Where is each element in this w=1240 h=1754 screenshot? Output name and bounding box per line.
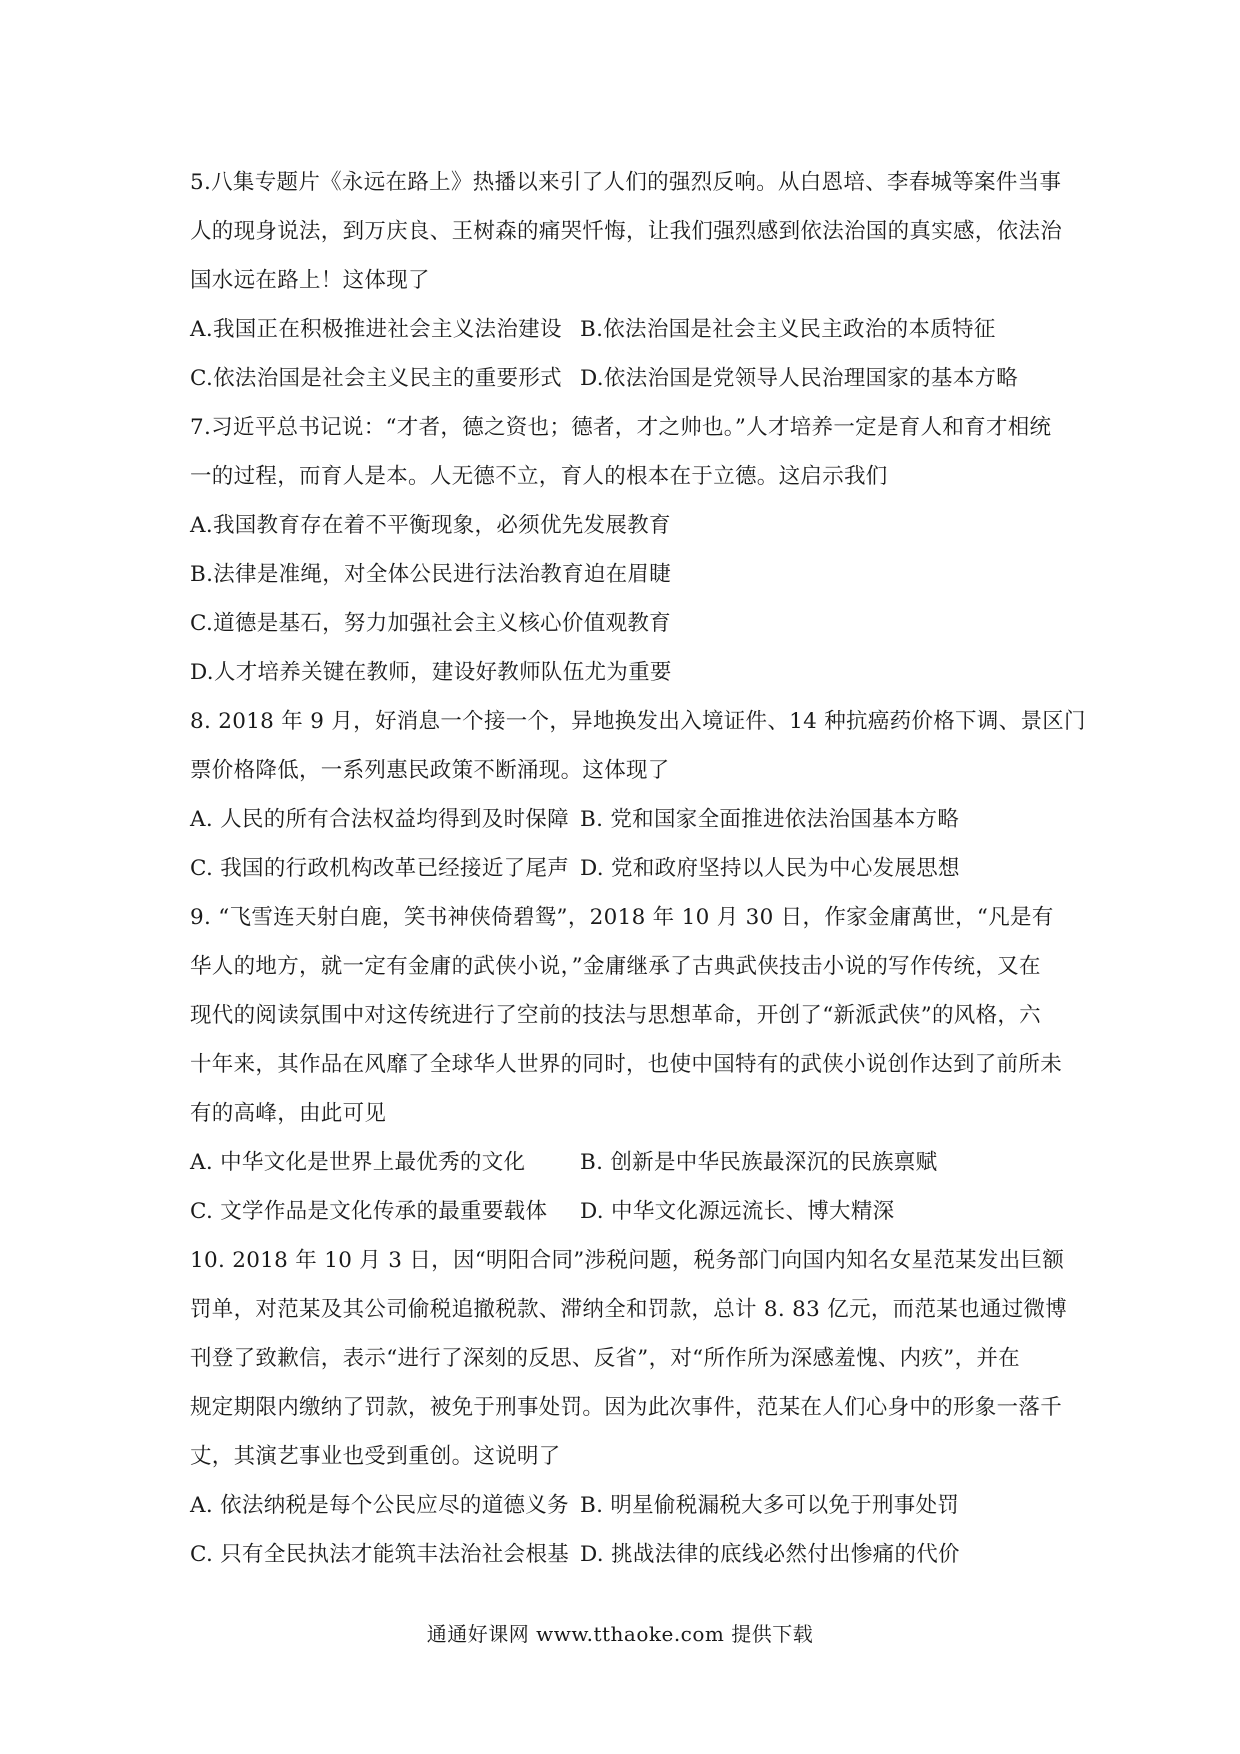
page-footer: 通通好课网 www.tthaoke.com 提供下载 [426,1622,814,1646]
question-stem-line: 刊登了致歉信，表示“进行了深刻的反思、反省”，对“所作所为深感羞愧、内疚”，并在 [190,1346,1020,1371]
option-c: C. 我国的行政机构改革已经接近了尾声 [190,856,570,881]
option-d: D. 中华文化源远流长、博大精深 [580,1199,895,1224]
question-stem-line: 票价格降低，一系列惠民政策不断涌现。这体现了 [190,758,670,783]
question-10 [190,1236,1070,1579]
option-row [190,354,1070,403]
question-5 [190,158,1070,403]
option-b: B. 创新是中华民族最深沉的民族禀赋 [580,1150,938,1175]
question-stem-line: 罚单，对范某及其公司偷税追撤税款、滞纳全和罚款，总计 8. 83 亿元，而范某也通过微博 [190,1297,1068,1322]
question-stem-line: 华人的地方，就一定有金庸的武侠小说，”金庸继承了古典武侠技击小说的写作传统，又在 [190,954,1041,979]
option-d: D. 挑战法律的底线必然付出惨痛的代价 [580,1542,960,1567]
option-a: A. 依法纳税是每个公民应尽的道德义务 [190,1493,569,1518]
option-a: A.我国教育存在着不平衡现象，必须优先发展教育 [190,513,671,538]
option-row [190,305,1070,354]
question-7 [190,403,1070,697]
option-b: B. 明星偷税漏税大多可以免于刑事处罚 [580,1493,960,1518]
option-row [190,795,1070,844]
option-row [190,1138,1070,1187]
option-c: C. 只有全民执法才能筑丰法治社会根基 [190,1542,570,1567]
option-row [190,844,1070,893]
question-9 [190,893,1070,1236]
question-stem-line: 10. 2018 年 10 月 3 日，因“明阳合同”涉税问题，税务部门向国内知名女星范某发出巨额 [190,1248,1065,1273]
question-stem-line: 9. “飞雪连天射白鹿，笑书神侠倚碧鸳”，2018 年 10 月 30 日，作家金庸萬世，“凡是有 [190,905,1054,930]
option-row [190,1187,1070,1236]
option-c: C.道德是基石，努力加强社会主义核心价值观教育 [190,611,671,636]
option-d: D. 党和政府坚持以人民为中心发展思想 [580,856,960,881]
question-list [190,158,1086,1579]
option-b: B. 党和国家全面推进依法治国基本方略 [580,807,960,832]
question-stem-line: 有的高峰，由此可见 [190,1101,387,1126]
question-stem-line: 7.习近平总书记说：“才者，德之资也；德者，才之帅也。”人才培养一定是育人和育才相统 [190,415,1052,440]
option-a: A.我国正在积极推进社会主义法治建设 [190,317,562,342]
question-stem-line: 规定期限内缴纳了罚款，被免于刑事处罚。因为此次事件，范某在人们心身中的形象一落千 [190,1395,1063,1420]
question-stem-line: 一的过程，而育人是本。人无德不立，育人的根本在于立德。这启示我们 [190,464,888,489]
option-row [190,1530,1070,1579]
option-b: B.法律是准绳，对全体公民进行法治教育迫在眉睫 [190,562,672,587]
question-stem-line: 丈，其演艺事业也受到重创。这说明了 [190,1444,561,1469]
question-stem-line: 5.八集专题片《永远在路上》热播以来引了人们的强烈反响。从白恩培、李春城等案件当事 [190,170,1062,195]
option-d: D.依法治国是党领导人民治理国家的基本方略 [580,366,1019,391]
question-stem-line: 十年来，其作品在风靡了全球华人世界的同时，也使中国特有的武侠小说创作达到了前所未 [190,1052,1063,1077]
question-stem-line: 现代的阅读氛围中对这传统进行了空前的技法与思想革命，开创了“新派武侠”的风格，六 [190,1003,1041,1028]
question-stem-line: 8. 2018 年 9 月，好消息一个接一个，异地换发出入境证件、14 种抗癌药价格下调、景区门 [190,709,1086,734]
option-b: B.依法治国是社会主义民主政治的本质特征 [580,317,996,342]
option-d: D.人才培养关键在教师，建设好教师队伍尤为重要 [190,660,672,685]
option-a: A. 人民的所有合法权益均得到及时保障 [190,807,569,832]
option-c: C. 文学作品是文化传承的最重要载体 [190,1199,548,1224]
question-stem-line: 人的现身说法，到万庆良、王树森的痛哭忏悔，让我们强烈感到依法治国的真实感，依法治 [190,219,1063,244]
option-row [190,1481,1070,1530]
question-8 [190,697,1086,893]
option-c: C.依法治国是社会主义民主的重要形式 [190,366,562,391]
question-stem-line: 国水远在路上！这体现了 [190,268,430,293]
option-a: A. 中华文化是世界上最优秀的文化 [190,1150,526,1175]
